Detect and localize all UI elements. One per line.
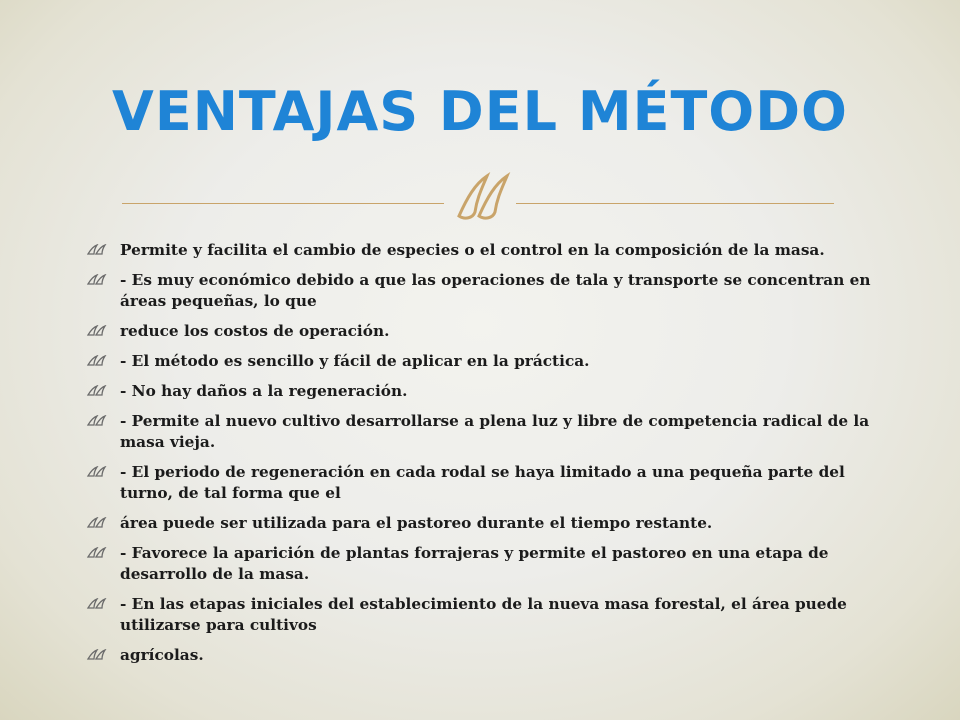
bullet-text: Permite y facilita el cambio de especies o el control en la composición de la masa. — [120, 241, 825, 259]
list-item — [86, 270, 876, 312]
list-item — [86, 411, 876, 453]
bullet-text: - Permite al nuevo cultivo desarrollarse a plena luz y libre de competencia radical de la masa vieja. — [120, 412, 870, 451]
double-leaf-bullet-icon — [86, 325, 108, 337]
double-leaf-bullet-icon — [86, 244, 108, 256]
list-item — [86, 594, 876, 636]
bullet-text: reduce los costos de operación. — [120, 322, 390, 340]
bullet-text: - El periodo de regeneración en cada rodal se haya limitado a una pequeña parte del turno, de tal forma que el — [120, 463, 845, 502]
bullet-text: - En las etapas iniciales del establecimiento de la nueva masa forestal, el área puede utilizarse para cultivos — [120, 595, 847, 634]
list-item — [86, 240, 876, 261]
double-leaf-bullet-icon — [86, 385, 108, 397]
list-item — [86, 513, 876, 534]
double-leaf-bullet-icon — [86, 598, 108, 610]
double-leaf-bullet-icon — [86, 274, 108, 286]
double-leaf-bullet-icon — [86, 415, 108, 427]
bullet-text: - No hay daños a la regeneración. — [120, 382, 408, 400]
divider-right — [516, 203, 834, 204]
bullet-text: - El método es sencillo y fácil de aplicar en la práctica. — [120, 352, 590, 370]
double-leaf-bullet-icon — [86, 649, 108, 661]
double-leaf-bullet-icon — [86, 355, 108, 367]
divider-left — [122, 203, 444, 204]
bullet-text: área puede ser utilizada para el pastoreo durante el tiempo restante. — [120, 514, 713, 532]
double-leaf-bullet-icon — [86, 517, 108, 529]
double-leaf-bullet-icon — [86, 547, 108, 559]
double-leaf-bullet-icon — [86, 466, 108, 478]
bullet-text: - Favorece la aparición de plantas forrajeras y permite el pastoreo en una etapa de desarrollo de la masa. — [120, 544, 829, 583]
list-item — [86, 645, 876, 666]
list-item — [86, 462, 876, 504]
slide-title: VENTAJAS DEL MÉTODO — [112, 80, 848, 143]
bullet-text: - Es muy económico debido a que las operaciones de tala y transporte se concentran en áreas pequeñas, lo que — [120, 271, 871, 310]
bullet-text: agrícolas. — [120, 646, 204, 664]
double-swash-icon — [449, 168, 513, 224]
list-item — [86, 351, 876, 372]
list-item — [86, 543, 876, 585]
bullet-list — [86, 240, 876, 675]
list-item — [86, 321, 876, 342]
list-item — [86, 381, 876, 402]
